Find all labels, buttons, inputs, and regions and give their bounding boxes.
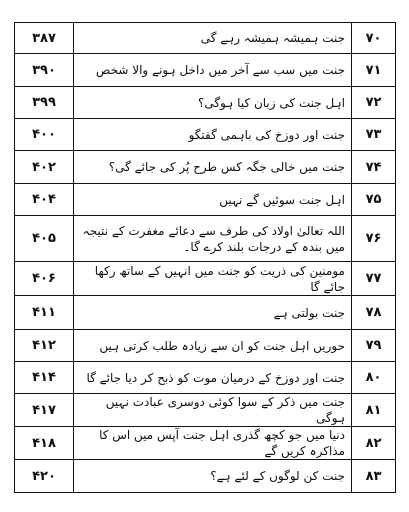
entry-title: حوریں اہل جنت کو ان سے زیادہ طلب کرتی ہیں — [74, 330, 352, 362]
entry-page: ۴۰۴ — [15, 184, 74, 216]
entry-page: ۴۰۲ — [15, 151, 74, 184]
entry-page: ۴۰۰ — [15, 119, 74, 151]
entry-title: جنت اور دوزخ کے درمیان موت کو ذبح کر دیا جائے گا — [74, 362, 352, 394]
table-row — [15, 151, 396, 184]
table-row — [15, 394, 396, 427]
entry-number: ۸۰ — [352, 362, 396, 394]
entry-page: ۴۲۰ — [15, 460, 74, 493]
entry-number: ۸۳ — [352, 460, 396, 493]
entry-number: ۷۱ — [352, 54, 396, 87]
table-row — [15, 330, 396, 362]
table-row — [15, 216, 396, 262]
entry-number: ۷۸ — [352, 296, 396, 330]
entry-page: ۴۱۷ — [15, 394, 74, 427]
entry-number: ۷۶ — [352, 216, 396, 262]
entry-page: ۳۸۷ — [15, 23, 74, 54]
entry-title: جنت میں سب سے آخر میں داخل ہونے والا شخص — [74, 54, 352, 87]
entry-number: ۸۲ — [352, 427, 396, 460]
entry-page: ۳۹۹ — [15, 87, 74, 119]
table-row — [15, 23, 396, 54]
entry-page: ۴۱۸ — [15, 427, 74, 460]
table-row — [15, 296, 396, 330]
entry-title: جنت کن لوگوں کے لئے ہے؟ — [74, 460, 352, 493]
entry-number: ۷۰ — [352, 23, 396, 54]
table-row — [15, 262, 396, 296]
entry-page: ۴۰۶ — [15, 262, 74, 296]
entry-page: ۴۱۱ — [15, 296, 74, 330]
entry-page: ۳۹۰ — [15, 54, 74, 87]
entry-number: ۷۳ — [352, 119, 396, 151]
entry-title: جنت ہمیشہ ہمیشہ رہے گی — [74, 23, 352, 54]
entry-page: ۴۱۲ — [15, 330, 74, 362]
entry-title: جنت اور دوزخ کی باہمی گفتگو — [74, 119, 352, 151]
entry-title: جنت بولتی ہے — [74, 296, 352, 330]
entry-number: ۷۲ — [352, 87, 396, 119]
table-row — [15, 460, 396, 493]
entry-number: ۷۵ — [352, 184, 396, 216]
entry-title: اہل جنت کی زبان کیا ہوگی؟ — [74, 87, 352, 119]
entry-number: ۸۱ — [352, 394, 396, 427]
table-row — [15, 427, 396, 460]
table-of-contents — [14, 22, 396, 493]
entry-title: مومنین کی ذریت کو جنت میں انہیں کے ساتھ رکھا جائے گا — [74, 262, 352, 296]
entry-number: ۷۹ — [352, 330, 396, 362]
table-row — [15, 184, 396, 216]
entry-title: اہل جنت سوئیں گے نہیں — [74, 184, 352, 216]
entry-title: جنت میں ذکر کے سوا کوئی دوسری عبادت نہیں ہوگی — [74, 394, 352, 427]
entry-title: جنت میں خالی جگہ کس طرح پُر کی جائے گی؟ — [74, 151, 352, 184]
entry-page: ۴۰۵ — [15, 216, 74, 262]
table-row — [15, 119, 396, 151]
entry-title: دنیا میں جو کچھ گذری اہل جنت آپس میں اس کا مذاکرہ کریں گے — [74, 427, 352, 460]
entry-title: اللہ تعالیٰ اولاد کی طرف سے دعائے مغفرت کے نتیجہ میں بندہ کے درجات بلند کرے گا۔ — [74, 216, 352, 262]
table-row — [15, 362, 396, 394]
table-row — [15, 54, 396, 87]
entry-number: ۷۷ — [352, 262, 396, 296]
entry-number: ۷۴ — [352, 151, 396, 184]
table-row — [15, 87, 396, 119]
entry-page: ۴۱۴ — [15, 362, 74, 394]
